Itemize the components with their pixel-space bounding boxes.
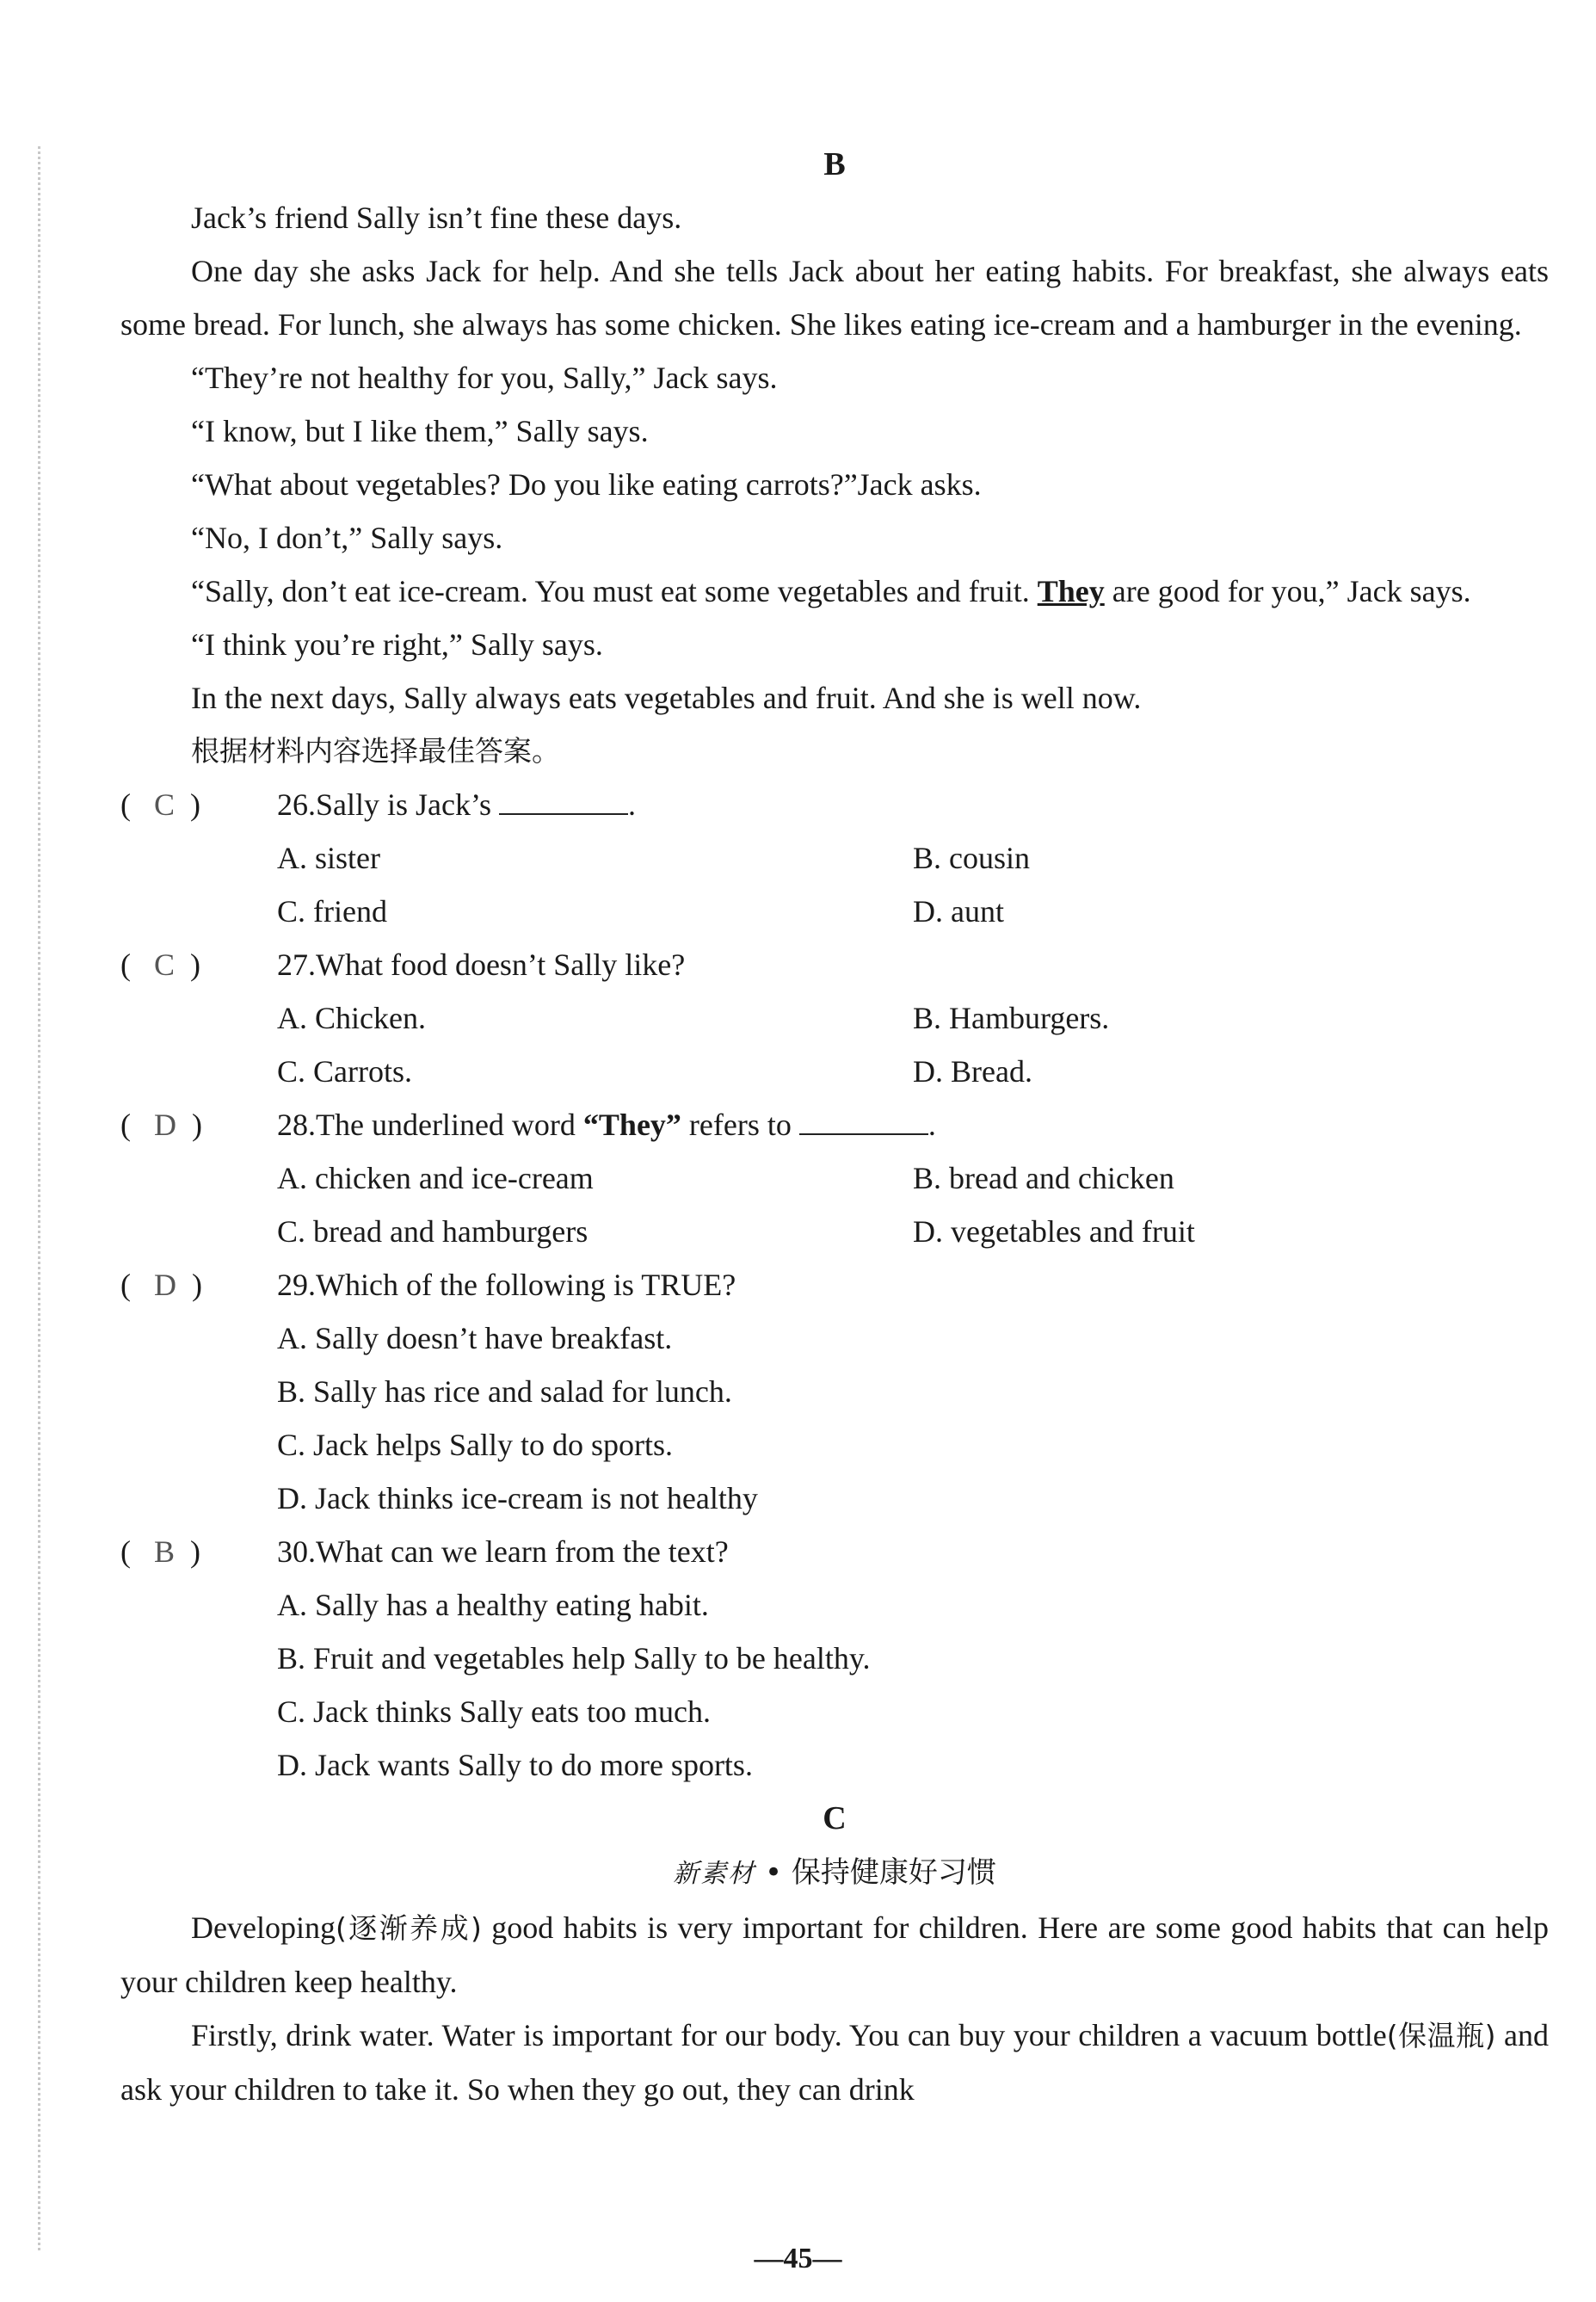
- binding-margin-dots: [38, 146, 40, 2250]
- text-run: and ask your children to take it. So when they go out, they can drink: [120, 2018, 1549, 2107]
- punct: .: [628, 787, 636, 822]
- option-c: C. bread and hamburgers: [277, 1214, 588, 1249]
- options-row: [120, 885, 1549, 938]
- quoted-word: “They”: [582, 1108, 681, 1142]
- question-28: [120, 1098, 1549, 1151]
- option-b: B. Hamburgers.: [913, 1001, 1110, 1035]
- question-number: 28.: [277, 1108, 316, 1142]
- option-d: D. Jack wants Sally to do more sports.: [277, 1748, 753, 1782]
- option-c: C. Jack helps Sally to do sports.: [277, 1428, 673, 1462]
- option-b: B. Sally has rice and salad for lunch.: [277, 1374, 732, 1409]
- option-d: D. aunt: [913, 894, 1004, 929]
- passage-paragraph: “I think you’re right,” Sally says.: [191, 627, 603, 662]
- page-number: —45—: [754, 2243, 842, 2274]
- option-d: D. Jack thinks ice-cream is not healthy: [277, 1481, 758, 1515]
- text-run: “Sally, don’t eat ice-cream. You must eat some vegetables and fruit.: [191, 574, 1038, 608]
- text-run: Developing: [191, 1910, 336, 1945]
- option-b: B. Fruit and vegetables help Sally to be healthy.: [277, 1641, 871, 1676]
- options-row: [120, 1151, 1549, 1205]
- question-number: 29.: [277, 1268, 316, 1302]
- chinese-gloss: (保温瓶): [1386, 2019, 1496, 2052]
- passage-paragraph: One day she asks Jack for help. And she tells Jack about her eating habits. For breakfast, she always eats some bread. For lunch, she always has some chicken. She likes eating ice-cream and a hamburger in the evening.: [120, 254, 1549, 342]
- option-a: A. chicken and ice-cream: [277, 1161, 594, 1195]
- subtitle-text: 保持健康好习惯: [791, 1855, 996, 1890]
- section-c-subtitle: [120, 1845, 1549, 1901]
- question-text: The underlined word: [316, 1108, 583, 1142]
- question-text: Sally is Jack’s: [316, 787, 499, 822]
- answer-letter: B: [154, 1534, 176, 1569]
- chinese-gloss: (逐渐养成): [335, 1911, 482, 1945]
- question-text: What can we learn from the text?: [316, 1534, 729, 1569]
- question-number: 26.: [277, 787, 316, 822]
- answer-bracket: ( C ): [120, 787, 201, 822]
- question-stem: [277, 1258, 736, 1311]
- passage-paragraph: “What about vegetables? Do you like eating carrots?”Jack asks.: [191, 467, 982, 502]
- text-run: Firstly, drink water. Water is important for our body. You can buy your children a vacuum bottle: [191, 2018, 1387, 2052]
- answer-bracket: ( D ): [120, 1108, 202, 1142]
- option-a: A. Chicken.: [277, 1001, 426, 1035]
- section-b-heading: B: [823, 146, 846, 182]
- option-b: B. bread and chicken: [913, 1161, 1174, 1195]
- options-row: [120, 1205, 1549, 1258]
- option-c: C. Carrots.: [277, 1054, 412, 1089]
- option-a: A. Sally doesn’t have breakfast.: [277, 1321, 673, 1355]
- question-26: [120, 778, 1549, 831]
- options-row: [120, 991, 1549, 1045]
- subtitle-dot: •: [755, 1855, 792, 1890]
- answer-bracket: ( C ): [120, 947, 201, 982]
- option-d: D. vegetables and fruit: [913, 1214, 1195, 1249]
- option-a: A. sister: [277, 841, 380, 875]
- question-stem: [277, 1525, 729, 1578]
- options-row: [120, 831, 1549, 885]
- passage-paragraph: Jack’s friend Sally isn’t fine these days.: [191, 201, 682, 235]
- answer-bracket: ( D ): [120, 1268, 202, 1302]
- question-number: 30.: [277, 1534, 316, 1569]
- passage-paragraph: “I know, but I like them,” Sally says.: [191, 414, 649, 448]
- question-number: 27.: [277, 947, 316, 982]
- option-d: D. Bread.: [913, 1054, 1032, 1089]
- question-text: What food doesn’t Sally like?: [316, 947, 686, 982]
- passage-paragraph: “No, I don’t,” Sally says.: [191, 521, 503, 555]
- option-b: B. cousin: [913, 841, 1031, 875]
- section-c-heading: C: [823, 1800, 847, 1836]
- question-29: [120, 1258, 1549, 1311]
- options-row: [120, 1045, 1549, 1098]
- option-c: C. friend: [277, 894, 387, 929]
- answer-bracket: ( B ): [120, 1534, 201, 1569]
- passage-paragraph: [120, 1901, 1549, 2009]
- answer-blank: [499, 784, 628, 815]
- passage-paragraph-they: [120, 565, 1549, 618]
- answer-letter: D: [154, 1108, 176, 1142]
- instruction-text: 根据材料内容选择最佳答案。: [191, 734, 560, 768]
- underlined-word-they: They: [1037, 574, 1105, 608]
- question-stem: [277, 1098, 936, 1151]
- worksheet-page: [120, 138, 1549, 2116]
- passage-paragraph: In the next days, Sally always eats vegetables and fruit. And she is well now.: [191, 681, 1142, 715]
- text-run: good habits is very important for children. Here are some good habits that can help your children keep healthy.: [120, 1910, 1549, 1999]
- question-30: [120, 1525, 1549, 1578]
- question-text: refers to: [681, 1108, 799, 1142]
- punct: .: [927, 1108, 936, 1142]
- question-27: [120, 938, 1549, 991]
- answer-blank: [799, 1104, 928, 1135]
- passage-paragraph: “They’re not healthy for you, Sally,” Jack says.: [191, 361, 778, 395]
- new-material-logo: 新素材: [673, 1859, 756, 1889]
- question-text: Which of the following is TRUE?: [316, 1268, 736, 1302]
- question-stem: [277, 778, 636, 831]
- text-run: are good for you,” Jack says.: [1104, 574, 1471, 608]
- answer-letter: C: [154, 947, 176, 982]
- option-a: A. Sally has a healthy eating habit.: [277, 1588, 709, 1622]
- passage-paragraph: [120, 2009, 1549, 2116]
- option-c: C. Jack thinks Sally eats too much.: [277, 1694, 711, 1729]
- answer-letter: C: [154, 787, 176, 822]
- question-stem: [277, 938, 685, 991]
- answer-letter: D: [154, 1268, 176, 1302]
